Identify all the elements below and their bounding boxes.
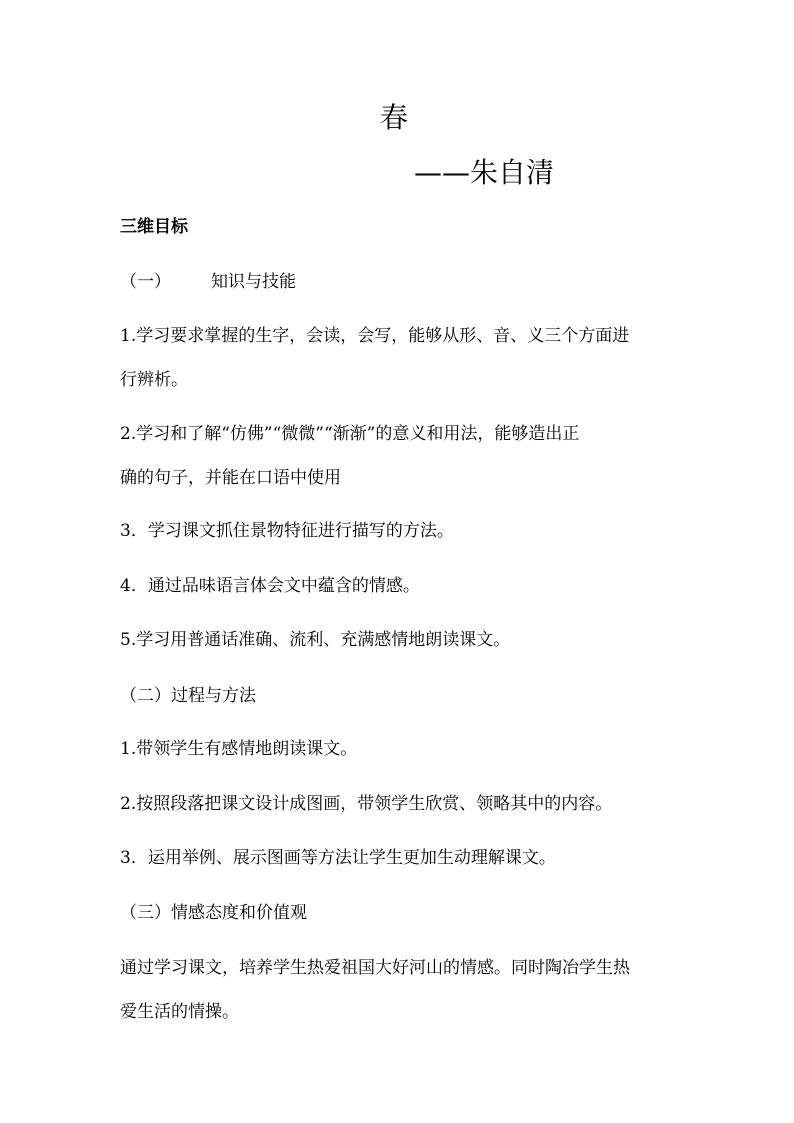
part3-line1: 通过学习课文，培养学生热爱祖国大好河山的情感。同时陶冶学生热 bbox=[120, 958, 630, 978]
part2-item-1: 1.带领学生有感情地朗读课文。 bbox=[120, 739, 358, 759]
part1-item-4: 4．通过品味语言体会文中蕴含的情感。 bbox=[120, 576, 420, 596]
section-heading: 三维目标 bbox=[120, 217, 188, 237]
document-title: 春 bbox=[380, 101, 409, 134]
document-author: ——朱自清 bbox=[414, 156, 555, 189]
part2-heading: （二）过程与方法 bbox=[120, 686, 256, 706]
part1-heading-number: （一） bbox=[120, 272, 171, 292]
part1-item-2-line1: 2.学习和了解“仿佛”“微微”“渐渐”的意义和用法，能够造出正 bbox=[120, 424, 580, 444]
part1-item-3: 3．学习课文抓住景物特征进行描写的方法。 bbox=[120, 521, 454, 541]
part1-heading bbox=[120, 262, 680, 302]
part3-line2: 爱生活的情操。 bbox=[120, 1002, 239, 1022]
part3-heading: （三）情感态度和价值观 bbox=[120, 903, 307, 923]
part2-item-3: 3．运用举例、展示图画等方法让学生更加生动理解课文。 bbox=[120, 848, 556, 868]
part2-item-2: 2.按照段落把课文设计成图画，带领学生欣赏、领略其中的内容。 bbox=[120, 794, 613, 814]
part1-item-2-line2: 确的句子，并能在口语中使用 bbox=[120, 468, 341, 488]
part1-item-5: 5.学习用普通话准确、流利、充满感情地朗读课文。 bbox=[120, 630, 511, 650]
part1-item-1-line1: 1.学习要求掌握的生字，会读，会写，能够从形、音、义三个方面进 bbox=[120, 326, 630, 346]
part1-heading-text: 知识与技能 bbox=[211, 272, 296, 292]
part1-item-1-line2: 行辨析。 bbox=[120, 370, 188, 390]
